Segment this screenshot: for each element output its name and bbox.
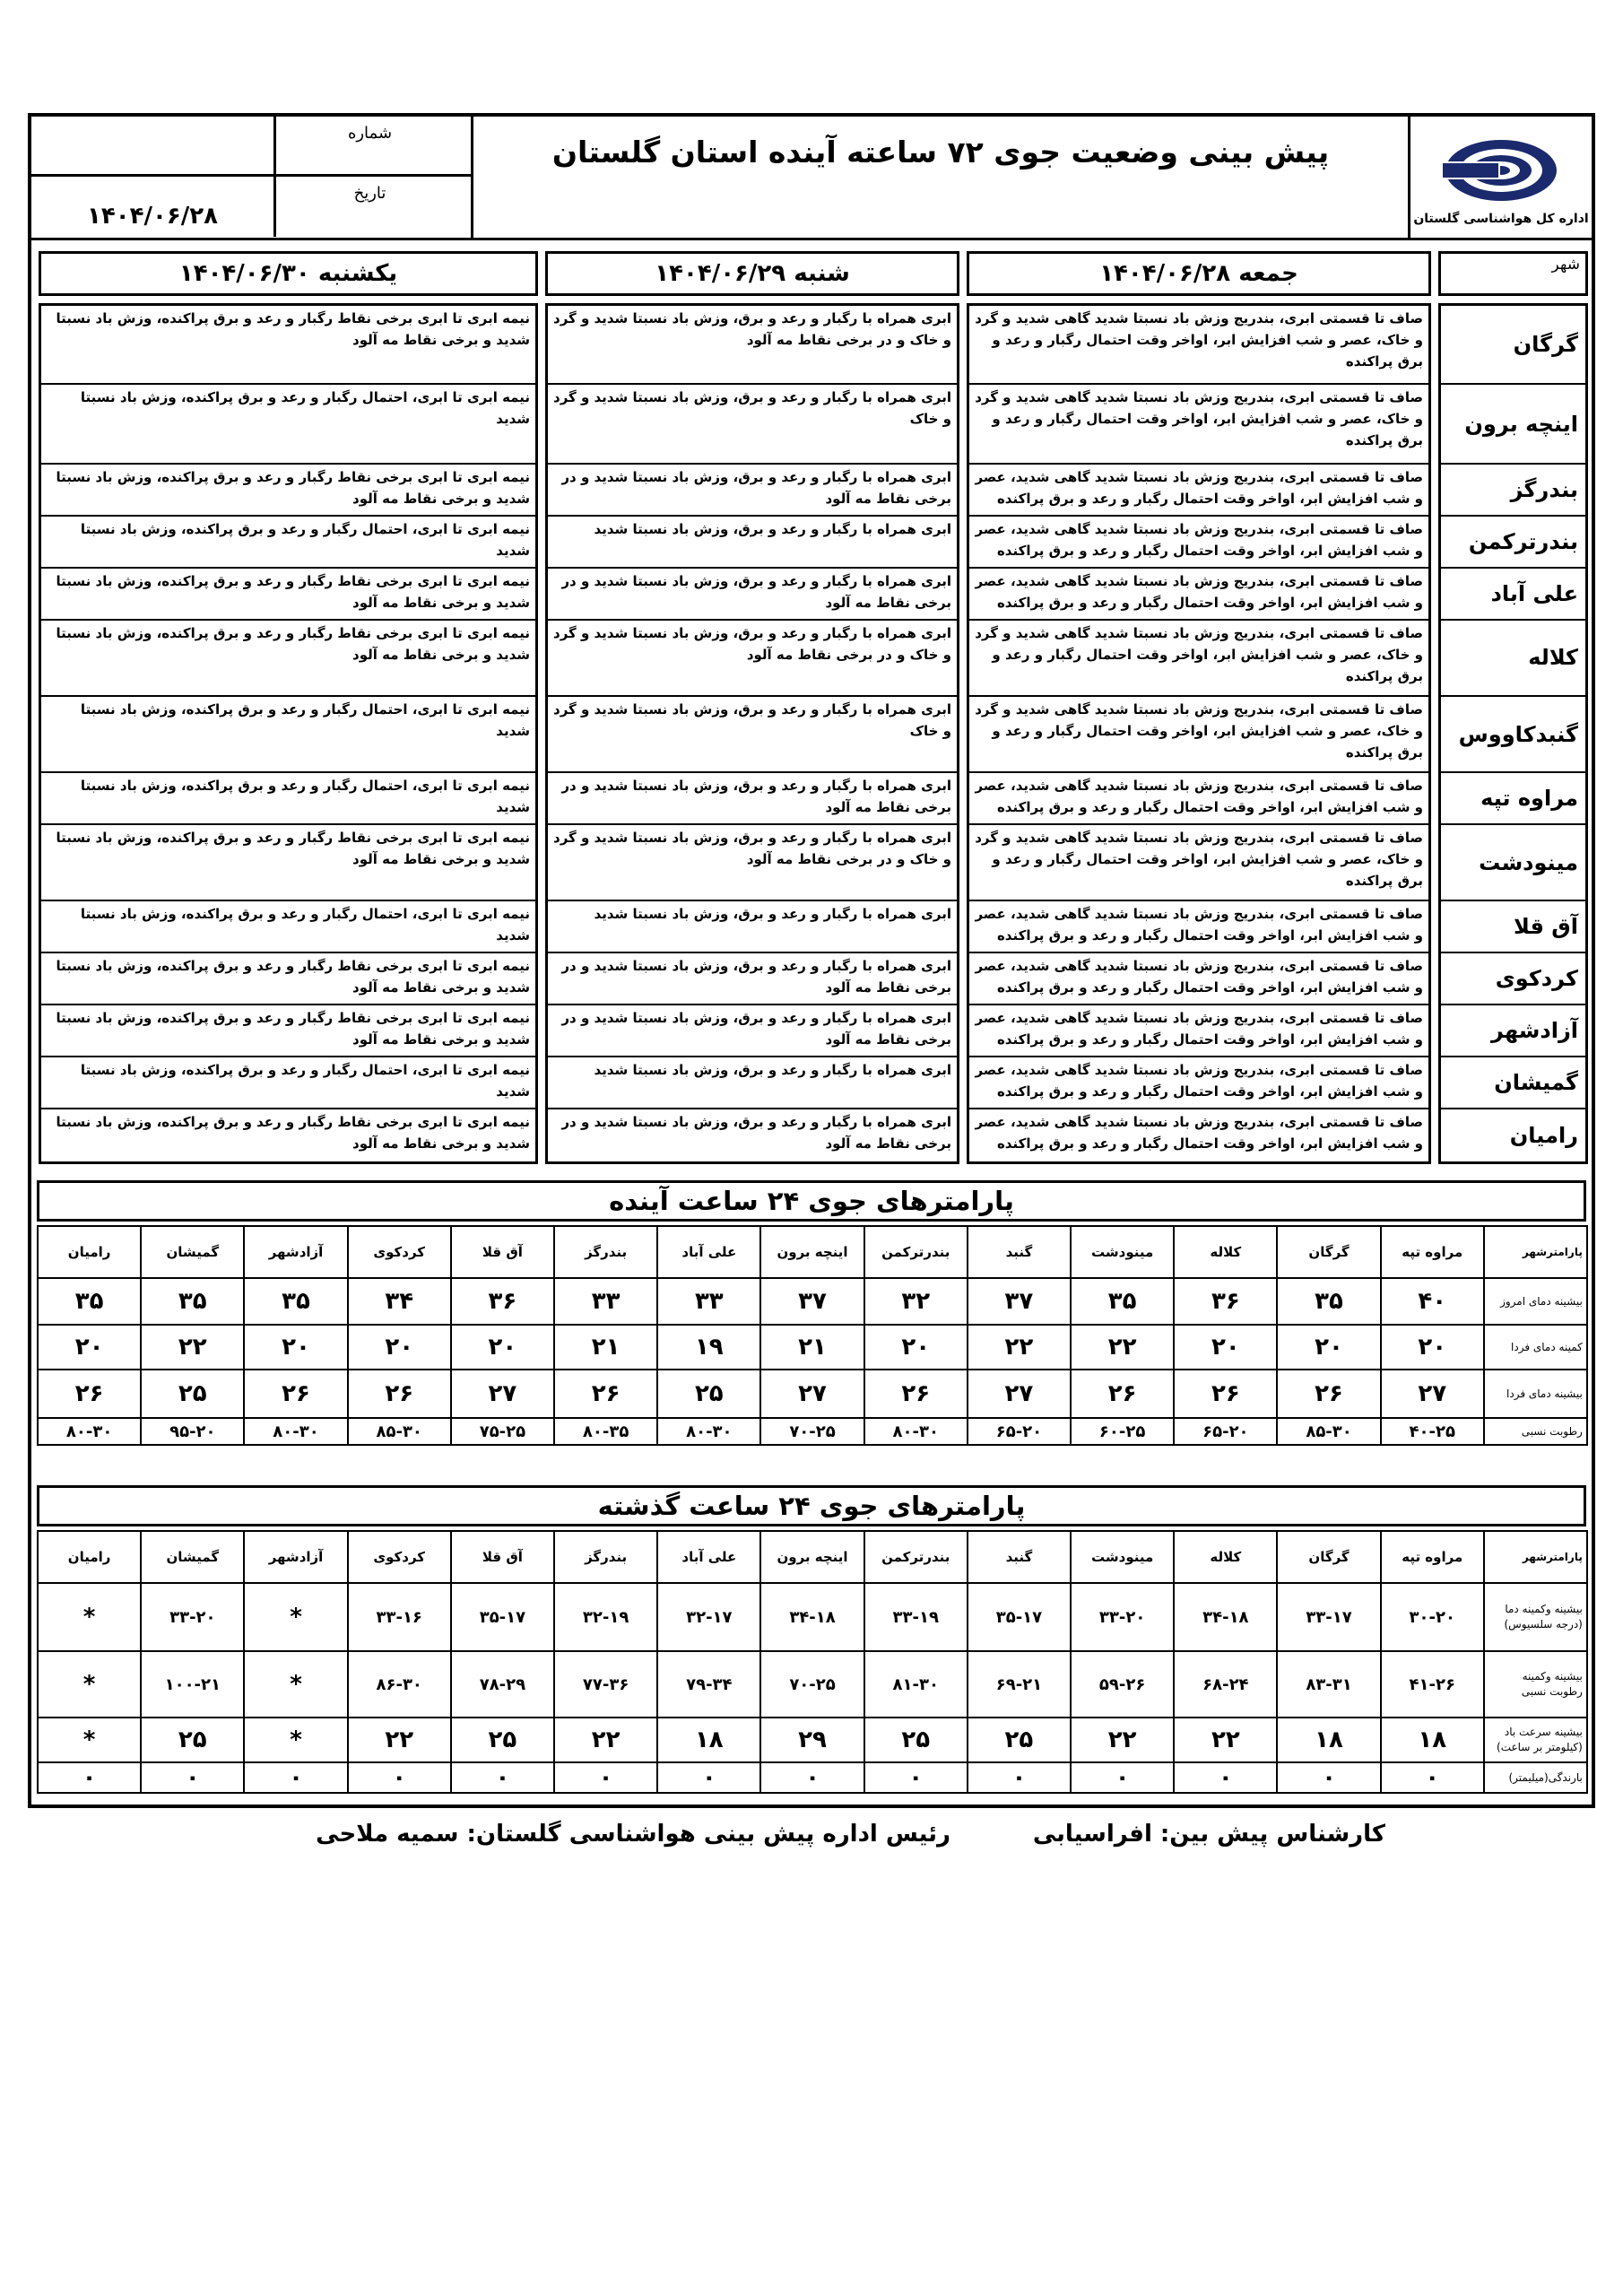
- org-name: اداره کل هواشناسی گلستان: [1413, 211, 1589, 226]
- day-header-saturday: شنبه ۱۴۰۴/۰۶/۲۹: [545, 251, 959, 296]
- parameter-value: ۸۰-۳۵: [554, 1418, 657, 1445]
- parameter-value: ۲۶: [348, 1370, 451, 1418]
- parameter-value: ۳۲-۱۹: [554, 1583, 657, 1651]
- parameter-value: ۰: [348, 1762, 451, 1793]
- city-column-header: آق قلا: [451, 1531, 554, 1583]
- parameter-value: ۲۶: [554, 1370, 657, 1418]
- parameter-value: ۲۶: [864, 1370, 968, 1418]
- parameter-label: بیشینه وکمینه دما (درجه سلسیوس): [1484, 1583, 1587, 1651]
- parameter-value: ۳۵-۱۷: [968, 1583, 1071, 1651]
- forecast-cell-saturday: ابری همراه با رگبار و رعد و برق، وزش باد نسبتا شدید و در برخی نقاط مه آلود: [561, 1114, 951, 1152]
- city-column-header: گرگان: [1277, 1531, 1380, 1583]
- city-column-header: اینچه برون: [760, 1226, 864, 1278]
- parameter-value: ۳۴-۱۸: [1174, 1583, 1277, 1651]
- city-name: مینودشت: [1441, 825, 1585, 901]
- forecast-cell-friday: صاف تا قسمتی ابری، بندریج وزش باد نسبتا شدید گاهی شدید، عصر و شب افزایش ابر، اواخر وقت احتمال رگبار و رعد و برق پراکنده: [969, 953, 1428, 1005]
- parameter-value: ۳۷: [760, 1278, 864, 1325]
- meta-box: [31, 117, 471, 238]
- forecast-cell-friday: صاف تا قسمتی ابری، بندریج وزش باد نسبتا شدید گاهی شدید، عصر و شب افزایش ابر، اواخر وقت احتمال رگبار و رعد و برق پراکنده: [969, 465, 1428, 517]
- parameter-value: ۲۷: [760, 1370, 864, 1418]
- number-value: [31, 117, 273, 174]
- city-column-header: کلاله: [1174, 1531, 1277, 1583]
- forecast-cell-friday: صاف تا قسمتی ابری، بندریج وزش باد نسبتا شدید گاهی شدید و گرد و خاک، عصر و شب افزایش ابر، اواخر وقت احتمال رگبار و رعد و برق پراکنده: [969, 825, 1428, 901]
- signatures: [0, 1821, 1623, 1857]
- parameter-value: ۰: [1174, 1762, 1277, 1793]
- parameter-value: ۲۰: [864, 1325, 968, 1370]
- parameter-label: بیشینه دمای امروز: [1484, 1278, 1587, 1325]
- forecast-cell-sunday: نیمه ابری تا ابری، احتمال رگبار و رعد و برق پراکنده، وزش باد نسبتا شدید: [41, 517, 535, 569]
- parameter-value: ۶۹-۲۱: [968, 1651, 1071, 1718]
- city-name: بندرترکمن: [1441, 517, 1585, 569]
- forecast-cell-sunday: نیمه ابری تا ابری برخی نقاط رگبار و رعد و برق پراکنده، وزش باد نسبتا شدید و برخی نقاط مه آلود: [41, 825, 535, 901]
- parameter-value: ۴۰-۲۵: [1381, 1418, 1484, 1445]
- forecast-cell-sunday: نیمه ابری تا ابری برخی نقاط رگبار و رعد و برق پراکنده، وزش باد نسبتا شدید و برخی نقاط مه آلود: [41, 1005, 535, 1057]
- forecast-cell-friday: صاف تا قسمتی ابری، بندریج وزش باد نسبتا شدید گاهی شدید و گرد و خاک، عصر و شب افزایش ابر، اواخر وقت احتمال رگبار و رعد و برق پراکنده: [969, 306, 1428, 385]
- parameter-value: ۰: [244, 1762, 347, 1793]
- parameter-value: ۲۰: [1277, 1325, 1380, 1370]
- forecast-cell-sunday: نیمه ابری تا ابری برخی نقاط رگبار و رعد و برق پراکنده، وزش باد نسبتا شدید و برخی نقاط مه آلود: [41, 953, 535, 1005]
- parameter-value: ۰: [1071, 1762, 1174, 1793]
- city-name: آق قلا: [1441, 901, 1585, 953]
- parameter-value: ۲۵: [141, 1718, 244, 1762]
- past-24h-title: پارامترهای جوی ۲۴ ساعت گذشته: [37, 1485, 1586, 1526]
- parameter-value: ۲۰: [348, 1325, 451, 1370]
- forecast-cell-sunday: نیمه ابری تا ابری برخی نقاط رگبار و رعد و برق پراکنده، وزش باد نسبتا شدید و برخی نقاط مه آلود: [41, 306, 535, 385]
- city-name: گمیشان: [1441, 1057, 1585, 1109]
- parameter-value: ۲۰: [1381, 1325, 1484, 1370]
- parameter-value: ۳۵: [38, 1278, 141, 1325]
- parameter-value: ۲۰: [38, 1325, 141, 1370]
- parameter-value: ۶۰-۲۵: [1071, 1418, 1174, 1445]
- parameter-value: ۳۳-۱۷: [1277, 1583, 1380, 1651]
- city-column-header: کلاله: [1174, 1226, 1277, 1278]
- parameter-value: ۲۲: [1071, 1718, 1174, 1762]
- parameter-value: ۶۵-۲۰: [968, 1418, 1071, 1445]
- page-title: پیش بینی وضعیت جوی ۷۲ ساعته آینده استان گلستان: [551, 135, 1330, 170]
- forecast-cell-friday: صاف تا قسمتی ابری، بندریج وزش باد نسبتا شدید گاهی شدید، عصر و شب افزایش ابر، اواخر وقت احتمال رگبار و رعد و برق پراکنده: [969, 773, 1428, 825]
- parameter-value: ۲۰: [451, 1325, 554, 1370]
- city-column-header: علی آباد: [657, 1531, 760, 1583]
- city-column-header: آزادشهر: [244, 1531, 347, 1583]
- city-name: کلاله: [1441, 621, 1585, 697]
- city-name: علی آباد: [1441, 569, 1585, 621]
- parameter-value: ۳۶: [451, 1278, 554, 1325]
- parameter-label: کمینه دمای فردا: [1484, 1325, 1587, 1370]
- parameter-value: ۲۷: [968, 1370, 1071, 1418]
- city-name: گنبدکاووس: [1441, 697, 1585, 773]
- parameter-value: ۰: [760, 1762, 864, 1793]
- parameter-value: ۳۶: [1174, 1278, 1277, 1325]
- parameter-value: ۲۵: [141, 1370, 244, 1418]
- forecast-cell-friday: صاف تا قسمتی ابری، بندریج وزش باد نسبتا شدید گاهی شدید و گرد و خاک، عصر و شب افزایش ابر، اواخر وقت احتمال رگبار و رعد و برق پراکنده: [969, 697, 1428, 773]
- city-name: اینچه برون: [1441, 385, 1585, 464]
- meteorology-logo-icon: [1434, 129, 1568, 206]
- forecast-cell-saturday: ابری همراه با رگبار و رعد و برق، وزش باد نسبتا شدید و در برخی نقاط مه آلود: [548, 1005, 957, 1057]
- parameter-value: ۵۹-۲۶: [1071, 1651, 1174, 1718]
- date-label: تاریخ: [273, 177, 471, 237]
- city-column-header: علی آباد: [657, 1226, 760, 1278]
- city-column-header: مینودشت: [1071, 1226, 1174, 1278]
- parameter-value: ۷۰-۲۵: [760, 1651, 864, 1718]
- forecast-cell-friday: صاف تا قسمتی ابری، بندریج وزش باد نسبتا شدید گاهی شدید و گرد و خاک، عصر و شب افزایش ابر، اواخر وقت احتمال رگبار و رعد و برق پراکنده: [969, 385, 1428, 464]
- forecast-cell-saturday: ابری همراه با رگبار و رعد و برق، وزش باد نسبتا شدید: [548, 1057, 957, 1109]
- head-signature: رئیس اداره پیش بینی هواشناسی گلستان: سمیه ملاحی: [316, 1821, 950, 1848]
- parameter-label: بیشینه دمای فردا: [1484, 1370, 1587, 1418]
- forecast-cell-saturday: ابری همراه با رگبار و رعد و برق، وزش باد نسبتا شدید و در برخی نقاط مه آلود: [548, 569, 957, 621]
- parameter-label: بارندگی(میلیمتر): [1484, 1762, 1587, 1793]
- parameter-value: ۰: [451, 1762, 554, 1793]
- past-24h-table: [37, 1530, 1588, 1794]
- forecast-cell-saturday: ابری همراه با رگبار و رعد و برق، وزش باد نسبتا شدید و در برخی نقاط مه آلود: [548, 953, 957, 1005]
- parameter-value: ۸۳-۳۱: [1277, 1651, 1380, 1718]
- parameter-value: ۳۵: [1071, 1278, 1174, 1325]
- city-column-header: گمیشان: [141, 1531, 244, 1583]
- parameter-value: ۲۰: [1174, 1325, 1277, 1370]
- parameter-value: ۲۰: [244, 1325, 347, 1370]
- forecast-table: [31, 240, 1592, 1175]
- day-column-sunday: [39, 303, 538, 1164]
- parameter-value: ۲۱: [760, 1325, 864, 1370]
- parameter-value: ۶۵-۲۰: [1174, 1418, 1277, 1445]
- parameter-value: ۳۳-۱۶: [348, 1583, 451, 1651]
- parameter-value: ۳۴-۱۸: [760, 1583, 864, 1651]
- parameter-value: ۸۰-۳۰: [864, 1418, 968, 1445]
- parameter-value: *: [38, 1718, 141, 1762]
- forecast-cell-friday: صاف تا قسمتی ابری، بندریج وزش باد نسبتا شدید گاهی شدید، عصر و شب افزایش ابر، اواخر وقت احتمال رگبار و رعد و برق پراکنده: [969, 1005, 1428, 1057]
- parameter-value: ۷۸-۲۹: [451, 1651, 554, 1718]
- day-column-saturday: [545, 303, 959, 1164]
- forecast-cell-sunday: نیمه ابری تا ابری برخی نقاط رگبار و رعد و برق پراکنده، وزش باد نسبتا شدید و برخی نقاط مه آلود: [41, 569, 535, 621]
- parameter-value: ۱۸: [1277, 1718, 1380, 1762]
- parameter-value: ۷۰-۲۵: [760, 1418, 864, 1445]
- parameter-value: ۳۷: [968, 1278, 1071, 1325]
- city-column-header: مراوه تپه: [1381, 1226, 1484, 1278]
- parameter-value: ۲۷: [451, 1370, 554, 1418]
- parameter-value: ۳۲: [864, 1278, 968, 1325]
- forecast-cell-sunday: نیمه ابری تا ابری، احتمال رگبار و رعد و برق پراکنده، وزش باد نسبتا شدید: [41, 697, 535, 773]
- parameter-value: ۳۵: [141, 1278, 244, 1325]
- city-name: رامیان: [1509, 1123, 1578, 1149]
- parameter-value: ۸۵-۳۰: [1277, 1418, 1380, 1445]
- parameter-value: ۰: [554, 1762, 657, 1793]
- parameter-value: ۳۴: [348, 1278, 451, 1325]
- parameter-value: ۲۲: [554, 1718, 657, 1762]
- parameter-value: ۲۶: [1174, 1370, 1277, 1418]
- parameter-value: *: [244, 1718, 347, 1762]
- parameter-value: ۳۲-۱۷: [657, 1583, 760, 1651]
- day-column-friday: [967, 303, 1431, 1164]
- parameter-value: *: [244, 1583, 347, 1651]
- forecast-cell-sunday: نیمه ابری تا ابری، احتمال رگبار و رعد و برق پراکنده، وزش باد نسبتا شدید: [41, 1057, 535, 1109]
- next-24h-section: [31, 1175, 1592, 1480]
- city-column-header: گنبد: [968, 1226, 1071, 1278]
- parameter-value: ۲۶: [38, 1370, 141, 1418]
- parameter-label: رطوبت نسبی: [1484, 1418, 1587, 1445]
- city-column-header: آق قلا: [451, 1226, 554, 1278]
- forecast-cell-saturday: ابری همراه با رگبار و رعد و برق، وزش باد نسبتا شدید و گرد و خاک و در برخی نقاط مه آلود: [548, 306, 957, 385]
- parameter-value: ۶۸-۲۴: [1174, 1651, 1277, 1718]
- parameter-value: ۸۶-۳۰: [348, 1651, 451, 1718]
- city-column-header: بندرترکمن: [864, 1226, 968, 1278]
- city-column-header: اینچه برون: [760, 1531, 864, 1583]
- parameter-value: ۳۵-۱۷: [451, 1583, 554, 1651]
- parameter-value: ۸۰-۳۰: [38, 1418, 141, 1445]
- city-column-header: کردکوی: [348, 1226, 451, 1278]
- city-column-header: گرگان: [1277, 1226, 1380, 1278]
- parameter-value: ۱۹: [657, 1325, 760, 1370]
- day-header-friday: جمعه ۱۴۰۴/۰۶/۲۸: [967, 251, 1431, 296]
- forecast-cell-saturday: ابری همراه با رگبار و رعد و برق، وزش باد نسبتا شدید و گرد و خاک: [548, 385, 957, 464]
- parameter-value: ۸۱-۳۰: [864, 1651, 968, 1718]
- city-name: کردکوی: [1441, 953, 1585, 1005]
- parameter-value: ۰: [1381, 1762, 1484, 1793]
- forecast-cell-sunday: نیمه ابری تا ابری، احتمال رگبار و رعد و برق پراکنده، وزش باد نسبتا شدید: [41, 901, 535, 953]
- date-value: ۱۴۰۴/۰۶/۲۸: [87, 203, 218, 230]
- city-name: گرگان: [1441, 306, 1585, 385]
- parameter-value: ۸۰-۳۰: [244, 1418, 347, 1445]
- city-column-header: گنبد: [968, 1531, 1071, 1583]
- parameter-value: ۲۲: [141, 1325, 244, 1370]
- parameter-value: ۲۲: [348, 1718, 451, 1762]
- past-24h-section: [31, 1480, 1592, 1805]
- city-column-header: آزادشهر: [244, 1226, 347, 1278]
- parameter-value: ۹۵-۲۰: [141, 1418, 244, 1445]
- forecast-cell-sunday: نیمه ابری تا ابری، احتمال رگبار و رعد و برق پراکنده، وزش باد نسبتا شدید: [41, 385, 535, 464]
- parameter-value: ۳۳: [657, 1278, 760, 1325]
- parameter-value: ۷۷-۳۶: [554, 1651, 657, 1718]
- forecast-cell-saturday: ابری همراه با رگبار و رعد و برق، وزش باد نسبتا شدید و گرد و خاک: [548, 697, 957, 773]
- parameter-value: *: [38, 1651, 141, 1718]
- parameter-value: ۳۳-۱۹: [864, 1583, 968, 1651]
- parameter-value: ۳۵: [1277, 1278, 1380, 1325]
- parameter-value: *: [38, 1583, 141, 1651]
- city-column-header: رامیان: [38, 1531, 141, 1583]
- parameter-value: ۲۶: [244, 1370, 347, 1418]
- forecast-cell-sunday: نیمه ابری تا ابری برخی نقاط رگبار و رعد و برق پراکنده، وزش باد نسبتا شدید و برخی نقاط مه آلود: [41, 621, 535, 697]
- parameter-value: ۰: [38, 1762, 141, 1793]
- forecast-cell-friday: صاف تا قسمتی ابری، بندریج وزش باد نسبتا شدید گاهی شدید، عصر و شب افزایش ابر، اواخر وقت احتمال رگبار و رعد و برق پراکنده: [969, 1057, 1428, 1109]
- parameter-label: بیشینه سرعت باد (کیلومتر بر ساعت): [1484, 1718, 1587, 1762]
- city-column-header: گمیشان: [141, 1226, 244, 1278]
- city-column-header: بندرترکمن: [864, 1531, 968, 1583]
- forecast-cell-sunday: نیمه ابری تا ابری برخی نقاط رگبار و رعد و برق پراکنده، وزش باد نسبتا شدید و برخی نقاط مه آلود: [41, 465, 535, 517]
- city-column-header: بندرگز: [554, 1531, 657, 1583]
- parameter-label: بیشینه وکمینه رطوبت نسبی: [1484, 1651, 1587, 1718]
- city-column-header: کردکوی: [348, 1531, 451, 1583]
- parameter-value: ۴۱-۲۶: [1381, 1651, 1484, 1718]
- forecast-cell-friday: صاف تا قسمتی ابری، بندریج وزش باد نسبتا شدید گاهی شدید، عصر و شب افزایش ابر، اواخر وقت احتمال رگبار و رعد و برق پراکنده: [969, 517, 1428, 569]
- logo-area: [1408, 117, 1592, 238]
- forecast-cell-sunday: نیمه ابری تا ابری برخی نقاط رگبار و رعد و برق پراکنده، وزش باد نسبتا شدید و برخی نقاط مه آلود: [56, 1114, 530, 1152]
- parameter-value: ۳۰-۲۰: [1381, 1583, 1484, 1651]
- forecast-cell-friday: صاف تا قسمتی ابری، بندریج وزش باد نسبتا شدید گاهی شدید، عصر و شب افزایش ابر، اواخر وقت احتمال رگبار و رعد و برق پراکنده: [969, 901, 1428, 953]
- parameter-value: ۸۰-۳۰: [657, 1418, 760, 1445]
- parameter-value: ۲۵: [451, 1718, 554, 1762]
- city-column-header: مینودشت: [1071, 1531, 1174, 1583]
- forecast-cell-saturday: ابری همراه با رگبار و رعد و برق، وزش باد نسبتا شدید: [548, 901, 957, 953]
- parameter-value: ۲۵: [657, 1370, 760, 1418]
- forecast-cell-saturday: ابری همراه با رگبار و رعد و برق، وزش باد نسبتا شدید و گرد و خاک و در برخی نقاط مه آلود: [548, 825, 957, 901]
- parameter-value: ۲۵: [968, 1718, 1071, 1762]
- forecast-cell-saturday: ابری همراه با رگبار و رعد و برق، وزش باد نسبتا شدید: [548, 517, 957, 569]
- parameter-value: ۰: [968, 1762, 1071, 1793]
- parameter-value: ۲۷: [1381, 1370, 1484, 1418]
- parameter-value: *: [244, 1651, 347, 1718]
- parameter-value: ۸۵-۳۰: [348, 1418, 451, 1445]
- parameter-value: ۳۳-۲۰: [1071, 1583, 1174, 1651]
- city-name: بندرگز: [1441, 465, 1585, 517]
- city-column-header: رامیان: [38, 1226, 141, 1278]
- next-24h-title: پارامترهای جوی ۲۴ ساعت آینده: [37, 1180, 1586, 1222]
- forecast-cell-saturday: ابری همراه با رگبار و رعد و برق، وزش باد نسبتا شدید و در برخی نقاط مه آلود: [548, 465, 957, 517]
- city-name: آزادشهر: [1441, 1005, 1585, 1057]
- parameter-value: ۱۸: [657, 1718, 760, 1762]
- forecast-sheet: [28, 113, 1595, 1808]
- day-header-sunday: یکشنبه ۱۴۰۴/۰۶/۳۰: [39, 251, 538, 296]
- parameter-value: ۱۸: [1381, 1718, 1484, 1762]
- parameter-value: ۱۰۰-۲۱: [141, 1651, 244, 1718]
- parameter-corner-header: پارامترشهر: [1484, 1226, 1587, 1278]
- city-column: [1438, 303, 1588, 1164]
- parameter-value: ۳۵: [244, 1278, 347, 1325]
- forecast-cell-sunday: نیمه ابری تا ابری، احتمال رگبار و رعد و برق پراکنده، وزش باد نسبتا شدید: [41, 773, 535, 825]
- parameter-value: ۲۲: [968, 1325, 1071, 1370]
- forecast-cell-saturday: ابری همراه با رگبار و رعد و برق، وزش باد نسبتا شدید و در برخی نقاط مه آلود: [548, 773, 957, 825]
- city-column-header: مراوه تپه: [1381, 1531, 1484, 1583]
- parameter-value: ۷۹-۳۴: [657, 1651, 760, 1718]
- header: [31, 117, 1592, 240]
- forecast-cell-saturday: ابری همراه با رگبار و رعد و برق، وزش باد نسبتا شدید و گرد و خاک و در برخی نقاط مه آلود: [548, 621, 957, 697]
- parameter-value: ۰: [657, 1762, 760, 1793]
- parameter-value: ۲۶: [1277, 1370, 1380, 1418]
- parameter-corner-header: پارامترشهر: [1484, 1531, 1587, 1583]
- parameter-value: ۳۳: [554, 1278, 657, 1325]
- next-24h-table: [37, 1225, 1588, 1446]
- parameter-value: ۰: [141, 1762, 244, 1793]
- parameter-value: ۷۵-۲۵: [451, 1418, 554, 1445]
- parameter-value: ۰: [1277, 1762, 1380, 1793]
- parameter-value: ۲۲: [1174, 1718, 1277, 1762]
- parameter-value: ۲۶: [1071, 1370, 1174, 1418]
- forecaster-signature: کارشناس پیش بین: افراسیابی: [1032, 1821, 1385, 1848]
- parameter-value: ۴۰: [1381, 1278, 1484, 1325]
- parameter-value: ۲۲: [1071, 1325, 1174, 1370]
- forecast-cell-friday: صاف تا قسمتی ابری، بندریج وزش باد نسبتا شدید گاهی شدید، عصر و شب افزایش ابر، اواخر وقت احتمال رگبار و رعد و برق پراکنده: [975, 1114, 1423, 1152]
- parameter-value: ۲۵: [864, 1718, 968, 1762]
- forecast-cell-friday: صاف تا قسمتی ابری، بندریج وزش باد نسبتا شدید گاهی شدید و گرد و خاک، عصر و شب افزایش ابر، اواخر وقت احتمال رگبار و رعد و برق پراکنده: [969, 621, 1428, 697]
- parameter-value: ۳۳-۲۰: [141, 1583, 244, 1651]
- parameter-value: ۲۱: [554, 1325, 657, 1370]
- forecast-cell-friday: صاف تا قسمتی ابری، بندریج وزش باد نسبتا شدید گاهی شدید، عصر و شب افزایش ابر، اواخر وقت احتمال رگبار و رعد و برق پراکنده: [969, 569, 1428, 621]
- city-column-header: شهر: [1438, 251, 1588, 296]
- city-name: مراوه تپه: [1441, 773, 1585, 825]
- parameter-value: ۲۹: [760, 1718, 864, 1762]
- parameter-value: ۰: [864, 1762, 968, 1793]
- number-label: شماره: [273, 117, 471, 174]
- city-column-header: بندرگز: [554, 1226, 657, 1278]
